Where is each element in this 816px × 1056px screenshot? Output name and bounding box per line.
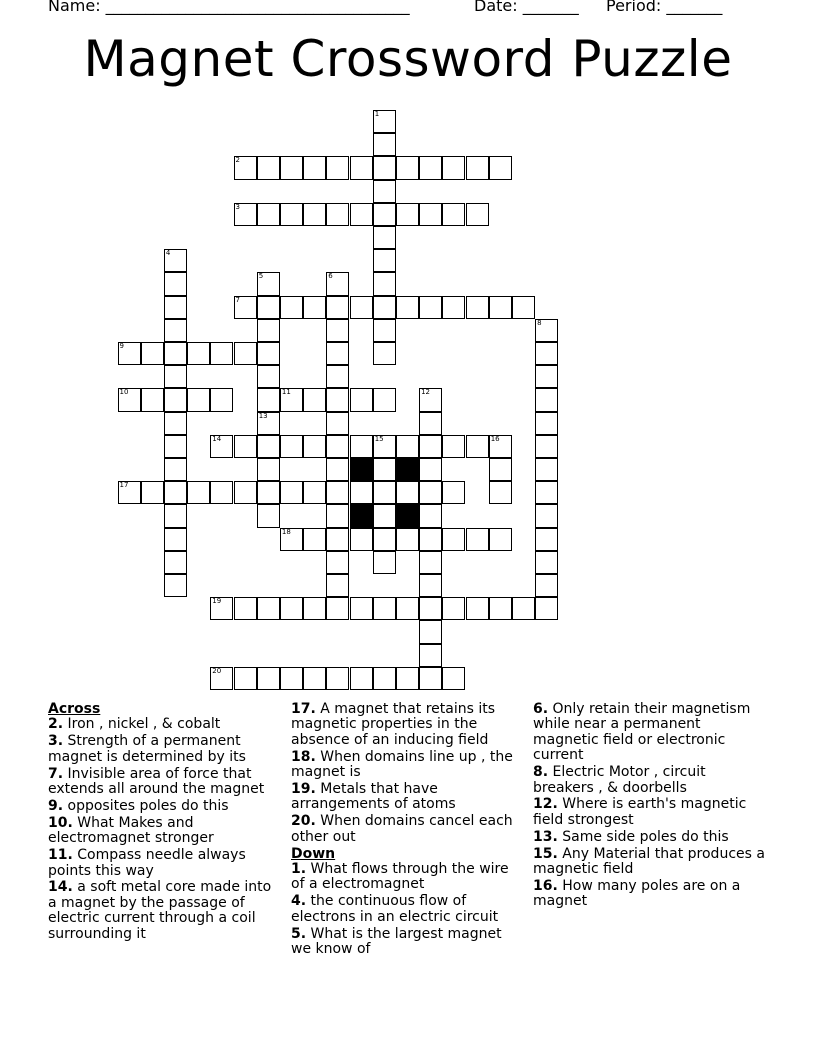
grid-cell[interactable] <box>396 528 419 551</box>
grid-cell[interactable] <box>489 528 512 551</box>
grid-cell[interactable] <box>373 156 396 179</box>
grid-cell[interactable] <box>257 667 280 690</box>
grid-cell[interactable] <box>257 481 280 504</box>
grid-cell[interactable] <box>419 156 442 179</box>
grid-cell[interactable] <box>303 296 326 319</box>
grid-cell[interactable] <box>326 458 349 481</box>
grid-cell[interactable] <box>396 481 419 504</box>
grid-cell[interactable] <box>164 365 187 388</box>
grid-cell[interactable] <box>164 272 187 295</box>
grid-cell[interactable] <box>257 504 280 527</box>
grid-cell[interactable] <box>535 528 558 551</box>
grid-cell[interactable] <box>234 203 257 226</box>
grid-cell[interactable] <box>164 388 187 411</box>
grid-cell[interactable] <box>535 458 558 481</box>
grid-cell[interactable] <box>210 342 233 365</box>
grid-cell[interactable] <box>442 156 465 179</box>
grid-cell[interactable] <box>512 296 535 319</box>
grid-cell[interactable] <box>210 597 233 620</box>
grid-cell[interactable] <box>419 528 442 551</box>
date-field-label: Date: _______ <box>474 0 579 15</box>
clue-across-19: 19. Metals that have arrangements of atoms <box>291 781 456 813</box>
grid-cell[interactable] <box>535 481 558 504</box>
clue-across-9: 9. opposites poles do this <box>48 797 229 814</box>
clue-down-12: 12. Where is earth's magnetic field strongest <box>533 796 747 828</box>
grid-cell[interactable] <box>442 528 465 551</box>
grid-cell[interactable] <box>326 574 349 597</box>
clue-number: 19 <box>212 597 222 606</box>
grid-cell[interactable] <box>164 249 187 272</box>
clue-down-5: 5. What is the largest magnet we know of <box>291 925 502 958</box>
clue-number: 20 <box>212 666 222 675</box>
grid-cell[interactable] <box>164 412 187 435</box>
clue-number: 12 <box>421 388 431 397</box>
grid-cell[interactable] <box>164 435 187 458</box>
grid-cell[interactable] <box>442 435 465 458</box>
grid-cell[interactable] <box>373 203 396 226</box>
clues-column-3 <box>533 702 765 911</box>
grid-cell[interactable] <box>303 156 326 179</box>
grid-cell[interactable] <box>257 342 280 365</box>
grid-cell[interactable] <box>326 667 349 690</box>
grid-cell-black <box>396 458 419 481</box>
grid-cell[interactable] <box>373 180 396 203</box>
grid-cell[interactable] <box>442 597 465 620</box>
grid-cell[interactable] <box>396 597 419 620</box>
grid-cell[interactable] <box>257 156 280 179</box>
grid-cell[interactable] <box>373 504 396 527</box>
clue-number: 18 <box>281 527 291 536</box>
grid-cell[interactable] <box>326 481 349 504</box>
grid-cell[interactable] <box>489 435 512 458</box>
grid-cell[interactable] <box>373 435 396 458</box>
grid-cell[interactable] <box>350 156 373 179</box>
grid-cell[interactable] <box>396 435 419 458</box>
grid-cell[interactable] <box>326 528 349 551</box>
grid-cell[interactable] <box>373 388 396 411</box>
grid-cell[interactable] <box>535 551 558 574</box>
grid-cell[interactable] <box>350 203 373 226</box>
grid-cell[interactable] <box>257 203 280 226</box>
clue-down-6: 6. Only retain their magnetism while near a permanent magnetic field or electronic current <box>533 701 751 764</box>
grid-cell[interactable] <box>535 412 558 435</box>
grid-cell[interactable] <box>396 156 419 179</box>
grid-cell[interactable] <box>210 667 233 690</box>
grid-cell[interactable] <box>419 481 442 504</box>
grid-cell[interactable] <box>535 365 558 388</box>
grid-cell[interactable] <box>350 481 373 504</box>
grid-cell[interactable] <box>118 481 141 504</box>
clue-across-11: 11. Compass needle always points this way <box>48 847 246 879</box>
grid-cell[interactable] <box>164 481 187 504</box>
grid-cell[interactable] <box>234 597 257 620</box>
clue-number: 4 <box>165 249 171 258</box>
clue-across-7: 7. Invisible area of force that extends all around the magnet <box>48 765 265 798</box>
grid-cell[interactable] <box>350 388 373 411</box>
grid-cell[interactable] <box>512 597 535 620</box>
grid-cell[interactable] <box>118 388 141 411</box>
grid-cell[interactable] <box>419 388 442 411</box>
grid-cell[interactable] <box>164 504 187 527</box>
grid-cell[interactable] <box>164 458 187 481</box>
grid-cell[interactable] <box>280 481 303 504</box>
grid-cell[interactable] <box>326 342 349 365</box>
grid-cell[interactable] <box>303 528 326 551</box>
grid-cell[interactable] <box>442 296 465 319</box>
grid-cell[interactable] <box>141 481 164 504</box>
grid-cell[interactable] <box>303 481 326 504</box>
grid-cell[interactable] <box>234 435 257 458</box>
grid-cell[interactable] <box>326 597 349 620</box>
grid-cell-black <box>396 504 419 527</box>
grid-cell[interactable] <box>466 435 489 458</box>
grid-cell[interactable] <box>419 620 442 643</box>
grid-cell[interactable] <box>373 133 396 156</box>
grid-cell[interactable] <box>373 272 396 295</box>
grid-cell[interactable] <box>373 667 396 690</box>
grid-cell[interactable] <box>396 203 419 226</box>
grid-cell[interactable] <box>326 296 349 319</box>
clue-number: 3 <box>235 202 240 211</box>
grid-cell[interactable] <box>442 481 465 504</box>
grid-cell[interactable] <box>326 504 349 527</box>
grid-cell[interactable] <box>257 597 280 620</box>
clue-number: 11 <box>281 388 291 397</box>
grid-cell[interactable] <box>419 458 442 481</box>
grid-cell[interactable] <box>280 597 303 620</box>
clue-number: 1 <box>374 110 380 118</box>
grid-cell[interactable] <box>535 574 558 597</box>
grid-cell[interactable] <box>350 597 373 620</box>
clue-number: 13 <box>258 411 268 420</box>
grid-cell[interactable] <box>280 296 303 319</box>
grid-cell[interactable] <box>466 203 489 226</box>
grid-cell[interactable] <box>164 342 187 365</box>
grid-cell[interactable] <box>141 388 164 411</box>
clue-down-8: 8. Electric Motor , circuit breakers , & doorbells <box>533 764 706 796</box>
grid-cell[interactable] <box>303 597 326 620</box>
grid-cell[interactable] <box>442 203 465 226</box>
grid-cell[interactable] <box>489 597 512 620</box>
grid-cell[interactable] <box>326 272 349 295</box>
grid-cell[interactable] <box>210 435 233 458</box>
grid-cell[interactable] <box>442 667 465 690</box>
grid-cell[interactable] <box>257 296 280 319</box>
grid-cell[interactable] <box>419 574 442 597</box>
grid-cell[interactable] <box>257 412 280 435</box>
clue-number: 10 <box>119 388 129 397</box>
grid-cell[interactable] <box>535 388 558 411</box>
name-field-label: Name: ______________________________________ <box>48 0 410 15</box>
grid-cell[interactable] <box>187 342 210 365</box>
grid-cell[interactable] <box>535 504 558 527</box>
grid-cell[interactable] <box>326 365 349 388</box>
clue-across-2: 2. Iron , nickel , & cobalt <box>48 716 221 733</box>
grid-cell[interactable] <box>326 388 349 411</box>
grid-cell[interactable] <box>419 296 442 319</box>
grid-cell[interactable] <box>164 528 187 551</box>
grid-cell[interactable] <box>373 226 396 249</box>
grid-cell[interactable] <box>419 597 442 620</box>
clue-down-4: 4. the continuous flow of electrons in an electric circuit <box>291 893 499 925</box>
grid-cell[interactable] <box>234 296 257 319</box>
grid-cell[interactable] <box>257 435 280 458</box>
clue-down-15: 15. Any Material that produces a magnetic field <box>533 845 765 878</box>
grid-cell[interactable] <box>118 342 141 365</box>
grid-cell[interactable] <box>280 667 303 690</box>
grid-cell[interactable] <box>326 203 349 226</box>
grid-cell[interactable] <box>396 296 419 319</box>
grid-cell[interactable] <box>489 481 512 504</box>
grid-cell[interactable] <box>210 388 233 411</box>
grid-cell[interactable] <box>303 388 326 411</box>
grid-cell-black <box>350 458 373 481</box>
grid-cell[interactable] <box>466 597 489 620</box>
grid-cell[interactable] <box>326 551 349 574</box>
grid-cell[interactable] <box>257 272 280 295</box>
clue-number: 9 <box>119 342 124 350</box>
grid-cell[interactable] <box>280 435 303 458</box>
grid-cell[interactable] <box>489 458 512 481</box>
grid-cell[interactable] <box>326 435 349 458</box>
down-heading: Down <box>291 845 336 862</box>
grid-cell[interactable] <box>535 435 558 458</box>
grid-cell[interactable] <box>164 551 187 574</box>
grid-cell[interactable] <box>419 203 442 226</box>
grid-cell[interactable] <box>373 551 396 574</box>
grid-cell[interactable] <box>373 342 396 365</box>
grid-cell[interactable] <box>257 365 280 388</box>
grid-cell[interactable] <box>257 319 280 342</box>
grid-cell[interactable] <box>234 342 257 365</box>
grid-cell[interactable] <box>373 319 396 342</box>
grid-cell[interactable] <box>164 574 187 597</box>
grid-cell[interactable] <box>489 296 512 319</box>
grid-cell[interactable] <box>234 156 257 179</box>
grid-cell[interactable] <box>373 528 396 551</box>
grid-cell[interactable] <box>326 319 349 342</box>
clue-across-10: 10. What Makes and electromagnet stronger <box>48 814 214 847</box>
clue-number: 14 <box>212 434 222 443</box>
clue-across-17: 17. A magnet that retains its magnetic properties in the absence of an inducing field <box>291 701 496 748</box>
grid-cell[interactable] <box>280 156 303 179</box>
clues-column-2 <box>291 702 523 959</box>
grid-cell[interactable] <box>466 528 489 551</box>
clue-number: 6 <box>328 272 333 281</box>
grid-cell[interactable] <box>234 667 257 690</box>
clues-column-1 <box>48 702 280 944</box>
grid-cell[interactable] <box>350 528 373 551</box>
grid-cell[interactable] <box>210 481 233 504</box>
clue-number: 17 <box>119 481 129 490</box>
grid-cell[interactable] <box>373 296 396 319</box>
clue-across-20: 20. When domains cancel each other out <box>291 813 513 845</box>
clue-number: 15 <box>374 434 384 443</box>
clue-number: 7 <box>235 295 240 304</box>
grid-cell-black <box>350 504 373 527</box>
grid-cell[interactable] <box>164 319 187 342</box>
grid-cell[interactable] <box>489 156 512 179</box>
clue-number: 5 <box>258 272 264 281</box>
grid-cell[interactable] <box>373 597 396 620</box>
grid-cell[interactable] <box>535 597 558 620</box>
grid-cell[interactable] <box>419 551 442 574</box>
grid-cell[interactable] <box>187 388 210 411</box>
grid-cell[interactable] <box>164 296 187 319</box>
grid-cell[interactable] <box>280 528 303 551</box>
grid-cell[interactable] <box>466 296 489 319</box>
grid-cell[interactable] <box>373 249 396 272</box>
grid-cell[interactable] <box>466 156 489 179</box>
period-field-label: Period: _______ <box>606 0 723 15</box>
grid-cell[interactable] <box>373 110 396 133</box>
clue-down-16: 16. How many poles are on a magnet <box>533 877 741 910</box>
clue-number: 2 <box>235 156 240 165</box>
grid-cell[interactable] <box>280 203 303 226</box>
clue-across-18: 18. When domains line up , the magnet is <box>291 748 513 781</box>
grid-cell[interactable] <box>419 644 442 667</box>
clue-number: 16 <box>490 434 500 443</box>
grid-cell[interactable] <box>350 667 373 690</box>
grid-cell[interactable] <box>373 481 396 504</box>
grid-cell[interactable] <box>280 388 303 411</box>
grid-cell[interactable] <box>535 342 558 365</box>
grid-cell[interactable] <box>234 481 257 504</box>
grid-cell[interactable] <box>303 667 326 690</box>
across-heading: Across <box>48 701 101 717</box>
grid-cell[interactable] <box>187 481 210 504</box>
clue-across-3: 3. Strength of a permanent magnet is determined by its <box>48 733 246 765</box>
clue-down-13: 13. Same side poles do this <box>533 828 729 845</box>
grid-cell[interactable] <box>535 319 558 342</box>
page-title: Magnet Crossword Puzzle <box>83 30 733 88</box>
clue-across-14: 14. a soft metal core made into a magnet by the passage of electric current through a coil surrounding it <box>48 879 272 942</box>
clue-down-1: 1. What flows through the wire of a electromagnet <box>291 861 509 893</box>
grid-cell[interactable] <box>419 435 442 458</box>
grid-cell[interactable] <box>350 435 373 458</box>
grid-cell[interactable] <box>419 412 442 435</box>
grid-cell[interactable] <box>141 342 164 365</box>
grid-cell[interactable] <box>419 504 442 527</box>
grid-cell[interactable] <box>326 412 349 435</box>
grid-cell[interactable] <box>396 667 419 690</box>
grid-cell[interactable] <box>303 435 326 458</box>
grid-cell[interactable] <box>257 458 280 481</box>
grid-cell[interactable] <box>419 667 442 690</box>
grid-cell[interactable] <box>373 458 396 481</box>
clue-number: 8 <box>537 318 542 327</box>
grid-cell[interactable] <box>326 156 349 179</box>
grid-cell[interactable] <box>350 296 373 319</box>
grid-cell[interactable] <box>303 203 326 226</box>
grid-cell[interactable] <box>257 388 280 411</box>
